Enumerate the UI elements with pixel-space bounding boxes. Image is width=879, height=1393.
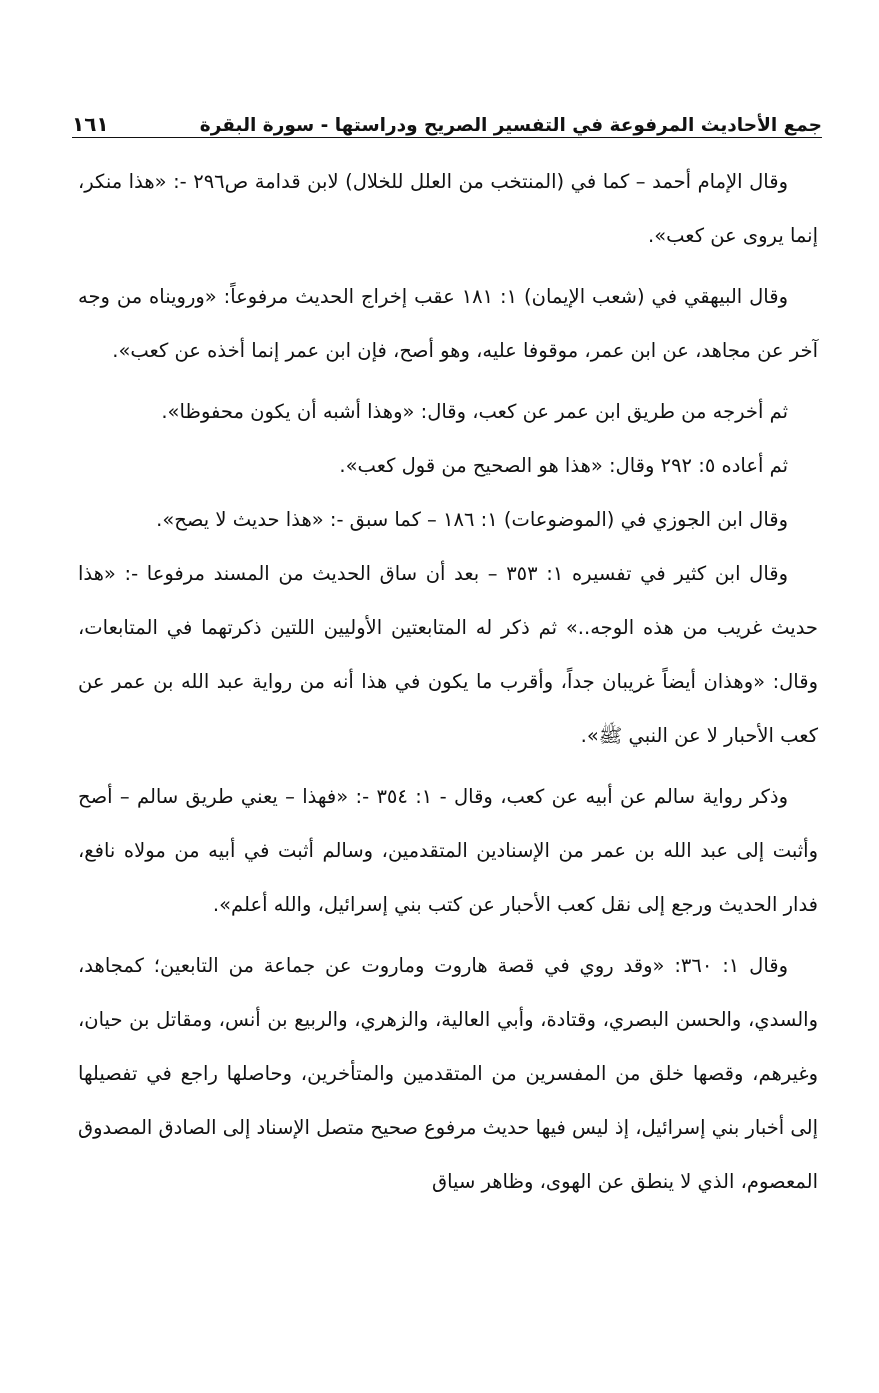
paragraph: وقال ابن كثير في تفسيره ١: ٣٥٣ – بعد أن ساق الحديث من المسند مرفوعا -: «هذا حديث غريب من هذه الوجه..» ثم ذكر له المتابعتين الأوليين اللتين ذكرتهما في المتابعات، وقال: «وهذان أيضاً غريبان جداً، وأقرب ما يكون في هذا أنه من رواية عبد الله بن عمر عن كعب الأحبار لا عن النبي ﷺ». <box>78 562 818 747</box>
running-title: جمع الأحاديث المرفوعة في التفسير الصريح ودراستها - سورة البقرة <box>199 115 822 136</box>
paragraph: وقال الإمام أحمد – كما في (المنتخب من العلل للخلال) لابن قدامة ص٢٩٦ -: «هذا منكر، إنما يروى عن كعب». <box>78 170 818 247</box>
paragraph: وقال البيهقي في (شعب الإيمان) ١: ١٨١ عقب إخراج الحديث مرفوعاً: «ورويناه من وجه آخر عن مجاهد، عن ابن عمر، موقوفا عليه، وهو أصح، فإن ابن عمر إنما أخذه عن كعب». <box>78 285 818 362</box>
page-number: ١٦١ <box>72 112 109 136</box>
paragraph: وذكر رواية سالم عن أبيه عن كعب، وقال - ١: ٣٥٤ -: «فهذا – يعني طريق سالم – أصح وأثبت إلى عبد الله بن عمر من الإسنادين المتقدمين، وسالم أثبت في أبيه من مولاه نافع، فدار الحديث ورجع إلى نقل كعب الأحبار عن كتب بني إسرائيل، والله أعلم». <box>78 785 818 916</box>
paragraph: ثم أعاده ٥: ٢٩٢ وقال: «هذا هو الصحيح من قول كعب». <box>339 454 788 477</box>
paragraph: وقال ١: ٣٦٠: «وقد روي في قصة هاروت وماروت عن جماعة من التابعين؛ كمجاهد، والسدي، والحسن البصري، وقتادة، وأبي العالية، والزهري، والربيع بن أنس، ومقاتل بن حيان، وغيرهم، وقصها خلق من المفسرين من المتقدمين والمتأخرين، وحاصلها راجع في تفصيلها إلى أخبار بني إسرائيل، إذ ليس فيها حديث مرفوع صحيح متصل الإسناد إلى الصادق المصدوق المعصوم، الذي لا ينطق عن الهوى، وظاهر سياق <box>78 954 818 1193</box>
paragraph: وقال ابن الجوزي في (الموضوعات) ١: ١٨٦ – كما سبق -: «هذا حديث لا يصح». <box>156 508 788 531</box>
running-header <box>72 104 822 136</box>
header-divider <box>72 137 822 138</box>
paragraph: ثم أخرجه من طريق ابن عمر عن كعب، وقال: «وهذا أشبه أن يكون محفوظا». <box>161 400 788 423</box>
body-text <box>78 155 818 1209</box>
